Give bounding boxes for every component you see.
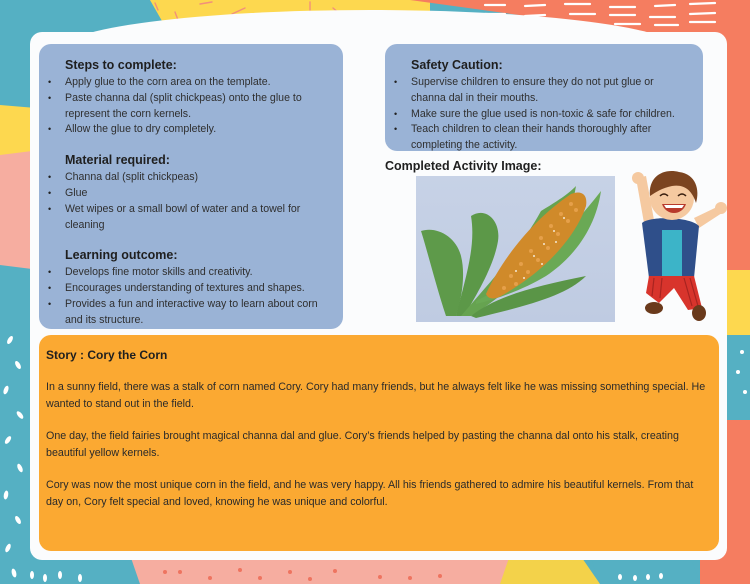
story-title: Story : Cory the Corn — [46, 348, 168, 362]
spacer — [65, 138, 331, 153]
spacer — [65, 233, 331, 248]
list-item: • Encourages understanding of textures and shapes. — [65, 281, 331, 297]
instructions-card — [39, 44, 343, 329]
list-item: • Paste channa dal (split chickpeas) onto the glue to represent the corn kernels. — [65, 91, 331, 123]
story-card — [39, 335, 719, 551]
learning-title: Learning outcome: — [65, 248, 178, 263]
materials-list — [65, 170, 331, 233]
learning-list — [65, 265, 331, 328]
list-item: • Make sure the glue used is non-toxic & safe for children. — [411, 107, 691, 123]
safety-list — [411, 75, 691, 154]
list-item: • Allow the glue to dry completely. — [65, 122, 331, 138]
safety-title: Safety Caution: — [411, 58, 503, 72]
story-paragraph: Cory was now the most unique corn in the field, and he was very happy. All his friends gathered to admire his beautiful kernels. From that day on, Cory felt special and loved, knowing he was unique and colorful. — [46, 479, 694, 508]
list-item: • Teach children to clean their hands thoroughly after completing the activity. — [411, 122, 691, 154]
list-item: • Glue — [65, 186, 331, 202]
safety-card — [385, 44, 703, 151]
completed-activity-image — [416, 176, 615, 322]
corn-craft-icon — [416, 176, 615, 322]
materials-title: Material required: — [65, 153, 170, 168]
story-paragraph: In a sunny field, there was a stalk of corn named Cory. Cory had many friends, but he always felt like he was missing something special. He wanted to stand out in the field. — [46, 381, 706, 410]
steps-section — [65, 58, 331, 138]
happy-kid-illustration — [624, 168, 734, 324]
learning-section — [65, 248, 331, 328]
steps-list — [65, 75, 331, 138]
list-item: • Wet wipes or a small bowl of water and a towel for cleaning — [65, 202, 331, 234]
list-item: • Develops fine motor skills and creativity. — [65, 265, 331, 281]
jumping-boy-icon — [624, 168, 734, 324]
list-item: • Provides a fun and interactive way to learn about corn and its structure. — [65, 297, 331, 329]
steps-title: Steps to complete: — [65, 58, 177, 72]
list-item: • Channa dal (split chickpeas) — [65, 170, 331, 186]
materials-section — [65, 153, 331, 233]
list-item: • Supervise children to ensure they do not put glue or channa dal in their mouths. — [411, 75, 691, 107]
list-item: • Apply glue to the corn area on the template. — [65, 75, 331, 91]
story-paragraph: One day, the field fairies brought magical channa dal and glue. Cory’s friends helped by pasting the channa dal onto his stalk, creating beautiful yellow kernels. — [46, 430, 679, 459]
completed-activity-title: Completed Activity Image: — [385, 159, 542, 173]
